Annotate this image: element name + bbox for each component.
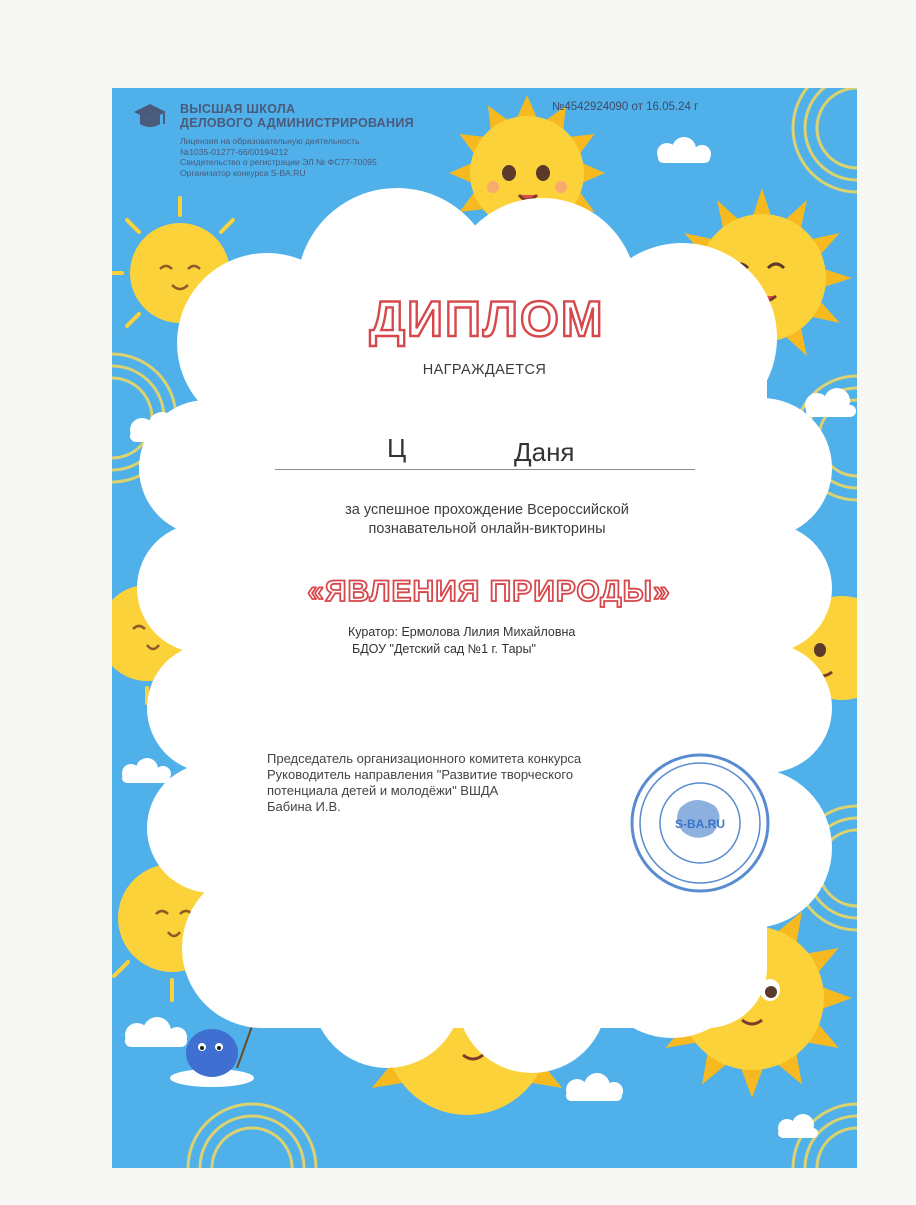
diploma-sheet: [112, 88, 857, 1168]
contest-title: [284, 570, 694, 610]
official-stamp: [625, 748, 775, 898]
svg-text:S-BA.RU: S-BA.RU: [675, 817, 725, 831]
organization-name: ВЫСШАЯ ШКОЛА ДЕЛОВОГО АДМИНИСТРИРОВАНИЯ: [180, 102, 414, 130]
achievement-text: за успешное прохождение Всероссийской познавательной онлайн-викторины: [345, 502, 629, 537]
signature-block: Председатель организационного комитета конкурса Руководитель направления "Развитие творческого потенциала детей и молодёжи" ВШДА Бабина И.В.: [267, 751, 582, 814]
awarded-label: НАГРАЖДАЕТСЯ: [422, 362, 547, 378]
curator-name: Куратор: Ермолова Лилия Михайловна: [348, 625, 576, 639]
recipient-name: Даня: [514, 437, 575, 467]
document-number: №4542924090 от 16.05.24 г: [552, 101, 699, 113]
graduation-cap-icon: [132, 100, 168, 136]
diploma-title: [342, 288, 632, 348]
recipient-initial: Ц: [387, 433, 407, 463]
svg-text:ДИПЛОМ: ДИПЛОМ: [369, 291, 605, 347]
svg-text:«ЯВЛЕНИЯ ПРИРОДЫ»: «ЯВЛЕНИЯ ПРИРОДЫ»: [307, 575, 671, 608]
curator-info: [348, 624, 575, 658]
name-underline: [275, 469, 695, 470]
organization-details: Лицензия на образовательную деятельность №1035-01277-66/00194212 Свидетельство о регистрации ЭЛ № ФС77-70095 Организатор конкурса S-BA.RU: [180, 136, 377, 178]
institution-name: БДОУ "Детский сад №1 г. Тары": [352, 642, 536, 656]
